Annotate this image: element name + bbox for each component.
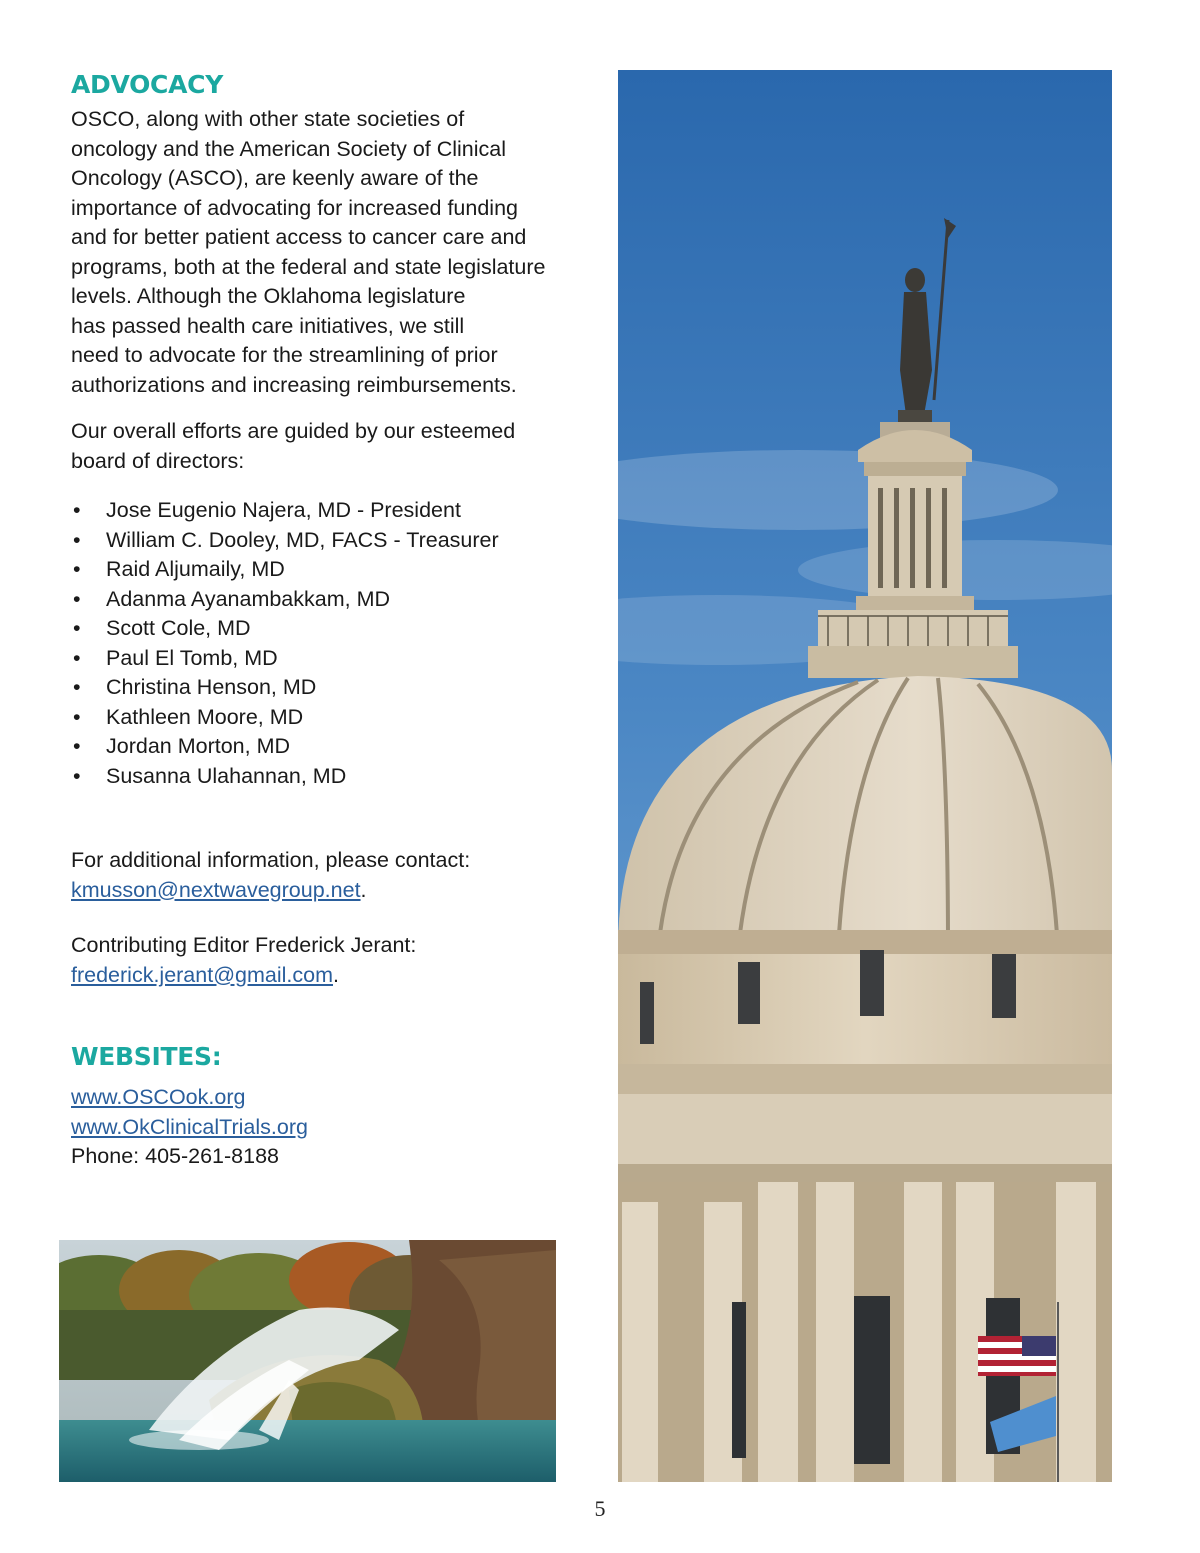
- bullet: •: [73, 704, 81, 729]
- phone-number: Phone: 405-261-8188: [71, 1144, 280, 1168]
- capitol-illustration: [618, 70, 1112, 1482]
- director-name: Kathleen Moore, MD: [106, 704, 304, 729]
- director-name: Paul El Tomb, MD: [106, 645, 278, 670]
- director-name: Susanna Ulahannan, MD: [106, 763, 347, 788]
- advocacy-heading: ADVOCACY: [71, 70, 224, 99]
- punctuation: .: [333, 962, 339, 987]
- editor-line: Contributing Editor Frederick Jerant:: [71, 933, 417, 957]
- text-line: levels. Although the Oklahoma legislature: [71, 284, 466, 308]
- director-item: [71, 644, 581, 674]
- capitol-dome-photo: [618, 70, 1112, 1482]
- osco-website-link[interactable]: www.OSCOok.org: [71, 1085, 246, 1109]
- bullet: •: [73, 498, 81, 522]
- punctuation: .: [360, 877, 367, 902]
- text-line: importance of advocating for increased funding: [71, 195, 518, 220]
- bullet: •: [73, 586, 81, 611]
- director-name: Jose Eugenio Najera, MD - President: [106, 498, 461, 522]
- editor-block: [71, 931, 581, 990]
- bullet: •: [73, 734, 81, 758]
- director-item: [71, 496, 581, 526]
- bullet: •: [73, 616, 81, 640]
- websites-block: [71, 1083, 581, 1172]
- director-item: [71, 732, 581, 762]
- director-item: [71, 673, 581, 703]
- text-line: programs, both at the federal and state legislature: [71, 254, 546, 279]
- director-name: Scott Cole, MD: [106, 616, 251, 640]
- board-intro-paragraph: [71, 417, 581, 476]
- waterfall-photo: [59, 1240, 556, 1482]
- directors-list: [71, 496, 581, 791]
- bullet: •: [73, 675, 81, 699]
- text-line: authorizations and increasing reimbursements.: [71, 372, 517, 397]
- us-flag: [978, 1336, 1056, 1376]
- contact-intro: For additional information, please contact:: [71, 848, 471, 872]
- director-name: Christina Henson, MD: [106, 675, 317, 699]
- waterfall-illustration: [59, 1240, 556, 1482]
- director-item: [71, 526, 581, 556]
- director-item: [71, 614, 581, 644]
- director-item: [71, 555, 581, 585]
- text-line: and for better patient access to cancer care and: [71, 225, 527, 249]
- director-name: Raid Aljumaily, MD: [106, 557, 285, 581]
- text-line: oncology and the American Society of Clinical: [71, 136, 507, 161]
- text-line: has passed health care initiatives, we still: [71, 313, 465, 338]
- director-item: [71, 585, 581, 615]
- advocacy-paragraph: [71, 105, 581, 400]
- contact-email-link[interactable]: kmusson@nextwavegroup.net: [71, 877, 361, 902]
- director-name: William C. Dooley, MD, FACS - Treasurer: [106, 527, 499, 552]
- text-line: OSCO, along with other state societies of: [71, 107, 465, 131]
- text-line: Oncology (ASCO), are keenly aware of the: [71, 166, 479, 190]
- contact-block: [71, 846, 581, 905]
- left-column: [71, 70, 581, 1172]
- director-item: [71, 762, 581, 792]
- page-number: 5: [594, 1496, 606, 1521]
- bullet: •: [73, 763, 81, 788]
- director-name: Adanma Ayanambakkam, MD: [106, 586, 391, 611]
- bullet: •: [73, 645, 81, 670]
- director-name: Jordan Morton, MD: [106, 734, 291, 758]
- websites-heading: WEBSITES:: [71, 1042, 222, 1071]
- bullet: •: [73, 557, 81, 581]
- clinical-trials-website-link[interactable]: www.OkClinicalTrials.org: [71, 1114, 308, 1139]
- editor-email-link[interactable]: frederick.jerant@gmail.com: [71, 962, 333, 987]
- director-item: [71, 703, 581, 733]
- text-line: board of directors:: [71, 448, 245, 473]
- text-line: need to advocate for the streamlining of prior: [71, 343, 498, 367]
- bullet: •: [73, 527, 81, 552]
- text-line: Our overall efforts are guided by our esteemed: [71, 419, 516, 443]
